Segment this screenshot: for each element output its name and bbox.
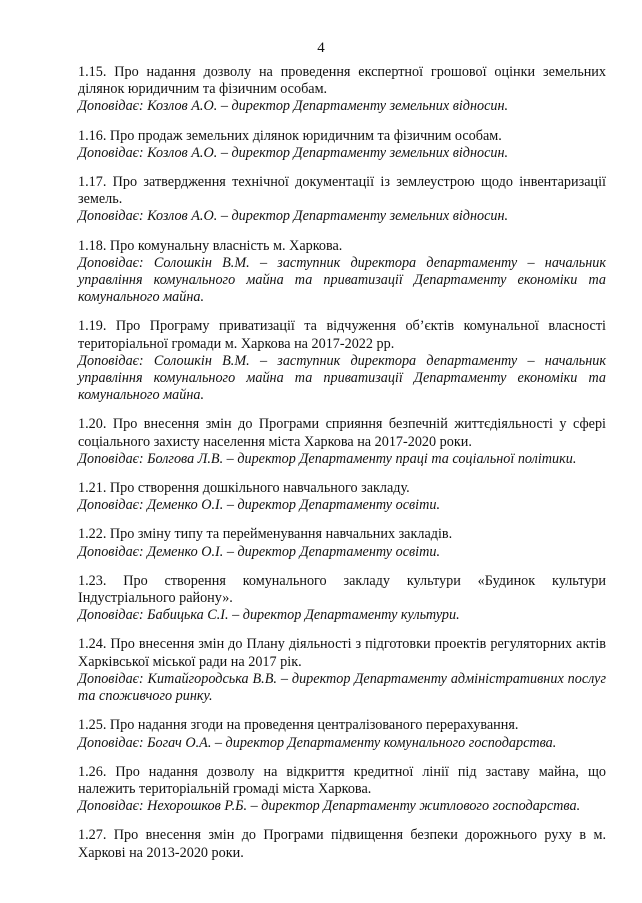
agenda-item-speaker: Доповідає: Бабицька С.І. – директор Департаменту культури. (78, 607, 460, 624)
agenda-item-speaker: Доповідає: Солошкін В.М. – заступник директора департаменту – начальник управління комунального майна та приватизації Департаменту економіки та комунального майна. (78, 352, 606, 404)
agenda-item-1-26 (78, 764, 606, 816)
agenda-item-1-16 (78, 128, 606, 162)
agenda-item-title: 1.18. Про комунальну власність м. Харкова. (78, 237, 343, 254)
agenda-item-1-20 (78, 416, 606, 468)
agenda-item-title: 1.24. Про внесення змін до Плану діяльності з підготовки проектів регуляторних актів Харківської міської ради на 2017 рік. (78, 636, 606, 670)
agenda-item-1-25 (78, 717, 606, 751)
agenda-item-speaker: Доповідає: Козлов А.О. – директор Департаменту земельних відносин. (78, 98, 509, 115)
agenda-item-1-27 (78, 827, 606, 861)
agenda-item-1-17 (78, 174, 606, 226)
agenda-item-1-23 (78, 573, 606, 625)
agenda-item-title: 1.17. Про затвердження технічної документації із землеустрою щодо інвентаризації земель. (78, 174, 606, 208)
page-number: 4 (317, 40, 325, 56)
agenda-item-title: 1.26. Про надання дозволу на відкриття кредитної лінії під заставу майна, що належить територіальній громаді міста Харкова. (78, 763, 606, 797)
agenda-item-speaker: Доповідає: Козлов А.О. – директор Департаменту земельних відносин. (78, 144, 509, 161)
agenda-item-1-21 (78, 480, 606, 514)
agenda-item-speaker: Доповідає: Богач О.А. – директор Департаменту комунального господарства. (78, 734, 557, 751)
agenda-item-title: 1.21. Про створення дошкільного навчального закладу. (78, 480, 410, 497)
agenda-item-1-15 (78, 64, 606, 116)
agenda-item-speaker: Доповідає: Деменко О.І. – директор Департаменту освіти. (78, 497, 441, 514)
agenda-item-speaker: Доповідає: Козлов А.О. – директор Департаменту земельних відносин. (78, 208, 509, 225)
agenda-item-title: 1.15. Про надання дозволу на проведення експертної грошової оцінки земельних ділянок юридичним та фізичним особам. (78, 64, 606, 98)
agenda-item-1-24 (78, 636, 606, 705)
agenda-item-title: 1.25. Про надання згоди на проведення централізованого перерахування. (78, 717, 519, 734)
agenda-item-1-19 (78, 318, 606, 404)
agenda-item-speaker: Доповідає: Деменко О.І. – директор Департаменту освіти. (78, 543, 441, 560)
agenda-list (78, 64, 606, 874)
agenda-item-title: 1.19. Про Програму приватизації та відчуження об’єктів комунальної власності територіальної громади м. Харкова на 2017-2022 рр. (78, 318, 606, 352)
agenda-item-1-22 (78, 526, 606, 560)
agenda-item-speaker: Доповідає: Китайгородська В.В. – директор Департаменту адміністративних послуг та споживчого ринку. (78, 670, 606, 705)
agenda-item-title: 1.22. Про зміну типу та перейменування навчальних закладів. (78, 526, 453, 543)
agenda-item-speaker: Доповідає: Нехорошков Р.Б. – директор Департаменту житлового господарства. (78, 798, 581, 815)
agenda-item-speaker: Доповідає: Болгова Л.В. – директор Департаменту праці та соціальної політики. (78, 450, 577, 467)
agenda-item-title: 1.23. Про створення комунального закладу культури «Будинок культури Індустріального району». (78, 572, 606, 607)
agenda-item-title: 1.16. Про продаж земельних ділянок юридичним та фізичним особам. (78, 127, 502, 144)
agenda-item-speaker: Доповідає: Солошкін В.М. – заступник директора департаменту – начальник управління комунального майна та приватизації Департаменту економіки та комунального майна. (78, 254, 606, 306)
agenda-item-1-18 (78, 238, 606, 307)
agenda-item-title: 1.20. Про внесення змін до Програми сприяння безпечній життєдіяльності у сфері соціального захисту населення міста Харкова на 2017-2020 роки. (78, 416, 606, 450)
agenda-item-title: 1.27. Про внесення змін до Програми підвищення безпеки дорожнього руху в м. Харкові на 2013-2020 роки. (78, 827, 606, 861)
